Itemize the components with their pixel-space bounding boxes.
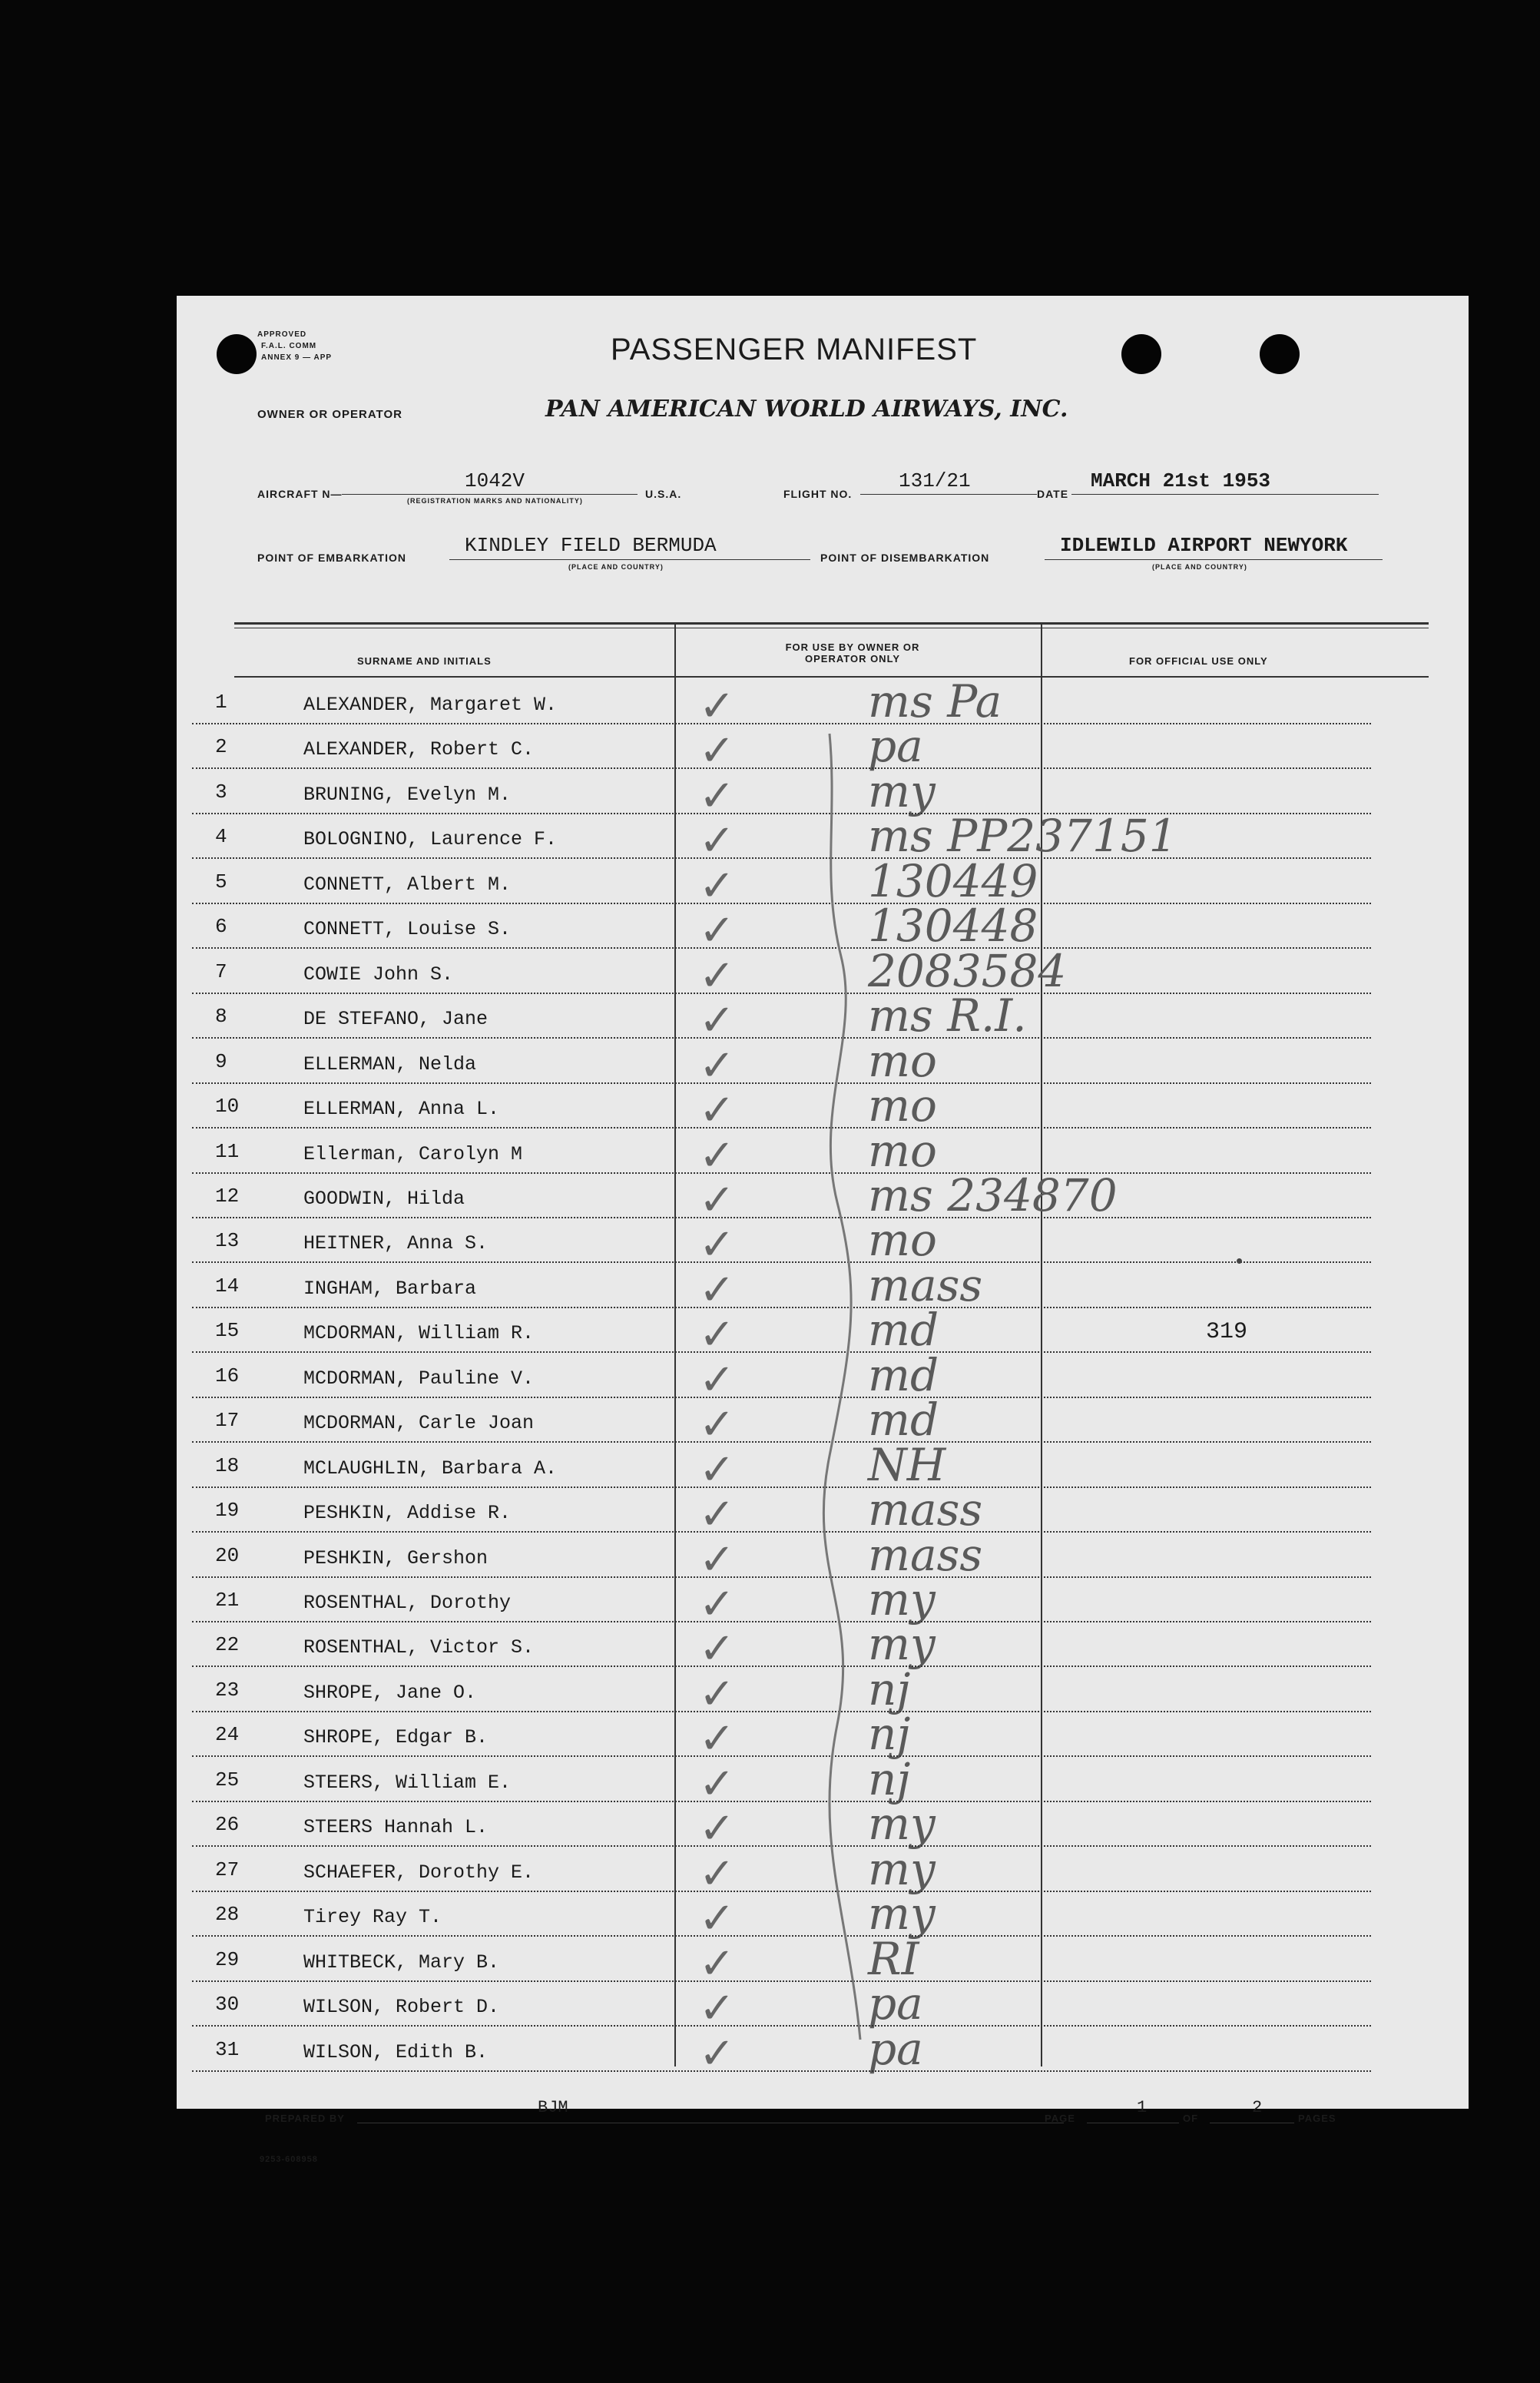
table-row bbox=[177, 1124, 1371, 1181]
table-row bbox=[177, 1079, 1371, 1136]
row-number: 26 bbox=[215, 1813, 240, 1837]
row-number: 19 bbox=[215, 1499, 240, 1523]
row-number: 22 bbox=[215, 1633, 240, 1657]
row-number: 1 bbox=[215, 691, 227, 714]
handwritten-note: 2083584 bbox=[868, 944, 1067, 997]
handwritten-note: md bbox=[868, 1304, 939, 1357]
row-number: 27 bbox=[215, 1858, 240, 1881]
passenger-name: STEERS, William E. bbox=[303, 1771, 512, 1794]
passenger-name: PESHKIN, Gershon bbox=[303, 1546, 488, 1569]
handwritten-note: 130448 bbox=[868, 900, 1038, 953]
table-row bbox=[177, 1888, 1371, 1944]
table-row bbox=[177, 1708, 1371, 1765]
table-row bbox=[177, 1798, 1371, 1854]
registration-caption: (REGISTRATION MARKS AND NATIONALITY) bbox=[407, 497, 583, 505]
check-mark-icon: ✓ bbox=[699, 950, 735, 1001]
prepared-by-label: PREPARED BY bbox=[265, 2113, 345, 2124]
handwritten-note: mass bbox=[868, 1483, 983, 1536]
check-mark-icon: ✓ bbox=[699, 1085, 735, 1136]
page-title: PASSENGER MANIFEST bbox=[611, 333, 978, 366]
flight-label: FLIGHT NO. bbox=[783, 488, 853, 500]
passenger-name: INGHAM, Barbara bbox=[303, 1277, 477, 1300]
handwritten-note: 130449 bbox=[868, 854, 1038, 907]
table-row bbox=[177, 1842, 1371, 1899]
handwritten-note: mo bbox=[868, 1124, 937, 1177]
check-mark-icon: ✓ bbox=[699, 1490, 735, 1540]
handwritten-note: ms Pa bbox=[868, 675, 1002, 727]
check-mark-icon: ✓ bbox=[699, 1804, 735, 1854]
table-row bbox=[177, 854, 1371, 911]
row-number: 25 bbox=[215, 1768, 240, 1791]
place-caption-disembark: (PLACE AND COUNTRY) bbox=[1152, 563, 1247, 571]
row-number: 5 bbox=[215, 870, 227, 893]
passenger-name: HEITNER, Anna S. bbox=[303, 1232, 488, 1255]
embarkation-place: KINDLEY FIELD BERMUDA bbox=[465, 534, 717, 557]
table-row bbox=[177, 1348, 1371, 1405]
handwritten-note: mass bbox=[868, 1258, 983, 1311]
check-mark-icon: ✓ bbox=[699, 1624, 735, 1675]
pages-label: PAGES bbox=[1298, 2113, 1336, 2124]
check-mark-icon: ✓ bbox=[699, 1400, 735, 1450]
table-row bbox=[177, 1168, 1371, 1225]
check-mark-icon: ✓ bbox=[699, 681, 735, 731]
handwritten-note: mo bbox=[868, 1079, 937, 1132]
stamp-line-1: F.A.L. COMM bbox=[261, 342, 317, 350]
handwritten-note: md bbox=[868, 1348, 939, 1401]
table-row bbox=[177, 720, 1371, 777]
table-row bbox=[177, 1932, 1371, 1989]
check-mark-icon: ✓ bbox=[699, 1354, 735, 1405]
table-row bbox=[177, 989, 1371, 1046]
handwritten-note: mo bbox=[868, 1034, 937, 1087]
punch-hole-right bbox=[1260, 334, 1300, 374]
table-row bbox=[177, 900, 1371, 956]
passenger-name: ROSENTHAL, Dorothy bbox=[303, 1592, 512, 1614]
check-mark-icon: ✓ bbox=[699, 726, 735, 777]
passenger-name: ROSENTHAL, Victor S. bbox=[303, 1636, 535, 1659]
table-row bbox=[177, 1214, 1371, 1271]
passenger-name: CONNETT, Louise S. bbox=[303, 918, 512, 941]
check-mark-icon: ✓ bbox=[699, 1714, 735, 1765]
passenger-name: SHROPE, Edgar B. bbox=[303, 1726, 488, 1749]
row-number: 23 bbox=[215, 1678, 240, 1702]
stray-dot bbox=[1237, 1258, 1242, 1264]
passenger-name: WILSON, Edith B. bbox=[303, 2040, 488, 2063]
check-mark-icon: ✓ bbox=[699, 816, 735, 867]
row-number: 9 bbox=[215, 1049, 227, 1073]
approved-stamp: APPROVED bbox=[257, 330, 307, 339]
row-number: 18 bbox=[215, 1453, 240, 1477]
check-mark-icon: ✓ bbox=[699, 1310, 735, 1361]
row-number: 29 bbox=[215, 1947, 240, 1971]
passenger-name: STEERS Hannah L. bbox=[303, 1816, 488, 1839]
handwritten-note: my bbox=[868, 1573, 936, 1626]
passenger-name: SCHAEFER, Dorothy E. bbox=[303, 1861, 535, 1884]
manifest-sheet bbox=[177, 296, 1469, 2164]
check-mark-icon: ✓ bbox=[699, 996, 735, 1046]
table-row bbox=[177, 1618, 1371, 1675]
check-mark-icon: ✓ bbox=[699, 1579, 735, 1629]
passenger-name: MCDORMAN, Carle Joan bbox=[303, 1412, 535, 1435]
passenger-name: SHROPE, Jane O. bbox=[303, 1681, 477, 1704]
handwritten-note: pa bbox=[868, 1977, 923, 2030]
passenger-name: MCDORMAN, Pauline V. bbox=[303, 1367, 535, 1390]
check-mark-icon: ✓ bbox=[699, 1534, 735, 1585]
table-row bbox=[177, 1258, 1371, 1315]
check-mark-icon: ✓ bbox=[699, 1894, 735, 1944]
total-pages: 2 bbox=[1252, 2098, 1263, 2117]
passenger-name: BOLOGNINO, Laurence F. bbox=[303, 828, 558, 851]
check-mark-icon: ✓ bbox=[699, 1669, 735, 1719]
row-number: 20 bbox=[215, 1543, 240, 1567]
flight-number: 131/21 bbox=[899, 469, 971, 492]
check-mark-icon: ✓ bbox=[699, 860, 735, 911]
table-row bbox=[177, 1483, 1371, 1540]
table-row bbox=[177, 1752, 1371, 1809]
row-number: 13 bbox=[215, 1229, 240, 1253]
handwritten-note: ms PP237151 bbox=[868, 810, 1177, 863]
passenger-name: ELLERMAN, Anna L. bbox=[303, 1098, 500, 1121]
handwritten-note: NH bbox=[868, 1438, 946, 1491]
check-mark-icon: ✓ bbox=[699, 771, 735, 821]
form-number: 9253-608958 bbox=[260, 2155, 318, 2164]
aircraft-number: 1042V bbox=[465, 469, 525, 492]
passenger-name: CONNETT, Albert M. bbox=[303, 873, 512, 896]
official-use-value: 319 bbox=[1206, 1319, 1248, 1346]
row-number: 6 bbox=[215, 915, 227, 939]
table-row bbox=[177, 1528, 1371, 1585]
passenger-name: Tirey Ray T. bbox=[303, 1906, 442, 1929]
handwritten-note: nj bbox=[868, 1752, 911, 1805]
check-mark-icon: ✓ bbox=[699, 1130, 735, 1181]
table-row bbox=[177, 1304, 1371, 1361]
table-row bbox=[177, 1573, 1371, 1629]
punch-hole-left bbox=[217, 334, 257, 374]
embarkation-label: POINT OF EMBARKATION bbox=[257, 552, 406, 564]
row-number: 15 bbox=[215, 1319, 240, 1343]
row-number: 10 bbox=[215, 1095, 240, 1119]
handwritten-note: nj bbox=[868, 1708, 911, 1761]
passenger-name: MCDORMAN, William R. bbox=[303, 1322, 535, 1345]
passenger-name: COWIE John S. bbox=[303, 963, 454, 986]
disembarkation-place: IDLEWILD AIRPORT NEWYORK bbox=[1060, 534, 1348, 557]
prepared-by-value: BJM bbox=[538, 2098, 568, 2117]
row-number: 17 bbox=[215, 1409, 240, 1433]
row-number: 3 bbox=[215, 780, 227, 804]
handwritten-note: ms R.I. bbox=[868, 989, 1027, 1042]
passenger-name: Ellerman, Carolyn M bbox=[303, 1142, 523, 1165]
row-number: 2 bbox=[215, 735, 227, 759]
handwritten-note: pa bbox=[868, 720, 923, 773]
check-mark-icon: ✓ bbox=[699, 1040, 735, 1091]
check-mark-icon: ✓ bbox=[699, 1175, 735, 1225]
check-mark-icon: ✓ bbox=[699, 1264, 735, 1315]
handwritten-note: mo bbox=[868, 1214, 937, 1267]
table-row bbox=[177, 1977, 1371, 2034]
stamp-line-2: ANNEX 9 — APP bbox=[261, 353, 333, 362]
handwritten-note: my bbox=[868, 1798, 936, 1851]
table-row bbox=[177, 675, 1371, 731]
col-header-owner-use: FOR USE BY OWNER OR OPERATOR ONLY bbox=[785, 641, 920, 665]
date-label: DATE bbox=[1037, 488, 1069, 500]
of-label: OF bbox=[1183, 2113, 1199, 2124]
nationality: U.S.A. bbox=[645, 488, 682, 500]
check-mark-icon: ✓ bbox=[699, 1758, 735, 1809]
row-number: 28 bbox=[215, 1903, 240, 1927]
check-mark-icon: ✓ bbox=[699, 2028, 735, 2079]
table-row bbox=[177, 764, 1371, 821]
table-row bbox=[177, 2022, 1371, 2079]
check-mark-icon: ✓ bbox=[699, 1444, 735, 1495]
handwritten-note: md bbox=[868, 1394, 939, 1447]
passenger-name: MCLAUGHLIN, Barbara A. bbox=[303, 1457, 558, 1480]
row-number: 14 bbox=[215, 1274, 240, 1298]
table-row bbox=[177, 1662, 1371, 1719]
col-header-surname: SURNAME AND INITIALS bbox=[357, 655, 492, 667]
row-number: 7 bbox=[215, 959, 227, 983]
handwritten-note: RI bbox=[868, 1932, 919, 1985]
passenger-name: WILSON, Robert D. bbox=[303, 1996, 500, 2019]
check-mark-icon: ✓ bbox=[699, 1984, 735, 2034]
passenger-name: WHITBECK, Mary B. bbox=[303, 1950, 500, 1974]
table-row bbox=[177, 1438, 1371, 1495]
row-number: 4 bbox=[215, 825, 227, 849]
table-row bbox=[177, 944, 1371, 1001]
passenger-name: BRUNING, Evelyn M. bbox=[303, 783, 512, 806]
handwritten-note: ms 234870 bbox=[868, 1168, 1118, 1221]
table-row bbox=[177, 1394, 1371, 1450]
passenger-name: ELLERMAN, Nelda bbox=[303, 1052, 477, 1075]
row-number: 12 bbox=[215, 1184, 240, 1208]
flight-date: MARCH 21st 1953 bbox=[1091, 469, 1271, 492]
row-number: 24 bbox=[215, 1723, 240, 1747]
row-number: 11 bbox=[215, 1139, 240, 1163]
page-number: 1 bbox=[1137, 2098, 1148, 2117]
punch-hole-middle bbox=[1121, 334, 1161, 374]
aircraft-label: AIRCRAFT N— bbox=[257, 488, 343, 500]
handwritten-note: my bbox=[868, 1888, 936, 1941]
col-header-official: FOR OFFICIAL USE ONLY bbox=[1129, 655, 1268, 667]
handwritten-note: my bbox=[868, 1842, 936, 1895]
passenger-name: DE STEFANO, Jane bbox=[303, 1008, 488, 1031]
check-mark-icon: ✓ bbox=[699, 906, 735, 956]
handwritten-note: pa bbox=[868, 2022, 923, 2075]
handwritten-note: my bbox=[868, 764, 936, 817]
passenger-name: ALEXANDER, Robert C. bbox=[303, 738, 535, 761]
row-number: 30 bbox=[215, 1993, 240, 2017]
operator-name: PAN AMERICAN WORLD AIRWAYS, INC. bbox=[545, 396, 1068, 423]
passenger-name: PESHKIN, Addise R. bbox=[303, 1502, 512, 1525]
owner-label: OWNER OR OPERATOR bbox=[257, 408, 402, 421]
page-label: PAGE bbox=[1045, 2113, 1075, 2124]
handwritten-note: mass bbox=[868, 1528, 983, 1581]
place-caption-embark: (PLACE AND COUNTRY) bbox=[568, 563, 664, 571]
row-number: 21 bbox=[215, 1589, 240, 1612]
table-row bbox=[177, 1034, 1371, 1091]
check-mark-icon: ✓ bbox=[699, 1848, 735, 1899]
passenger-name: GOODWIN, Hilda bbox=[303, 1187, 465, 1210]
check-mark-icon: ✓ bbox=[699, 1938, 735, 1989]
handwritten-note: my bbox=[868, 1618, 936, 1671]
row-number: 16 bbox=[215, 1364, 240, 1387]
passenger-name: ALEXANDER, Margaret W. bbox=[303, 694, 558, 716]
disembarkation-label: POINT OF DISEMBARKATION bbox=[820, 552, 990, 564]
row-number: 31 bbox=[215, 2037, 240, 2061]
handwritten-stroke bbox=[806, 726, 899, 2047]
table-row bbox=[177, 810, 1371, 867]
check-mark-icon: ✓ bbox=[699, 1220, 735, 1271]
row-number: 8 bbox=[215, 1005, 227, 1029]
handwritten-note: nj bbox=[868, 1662, 911, 1715]
